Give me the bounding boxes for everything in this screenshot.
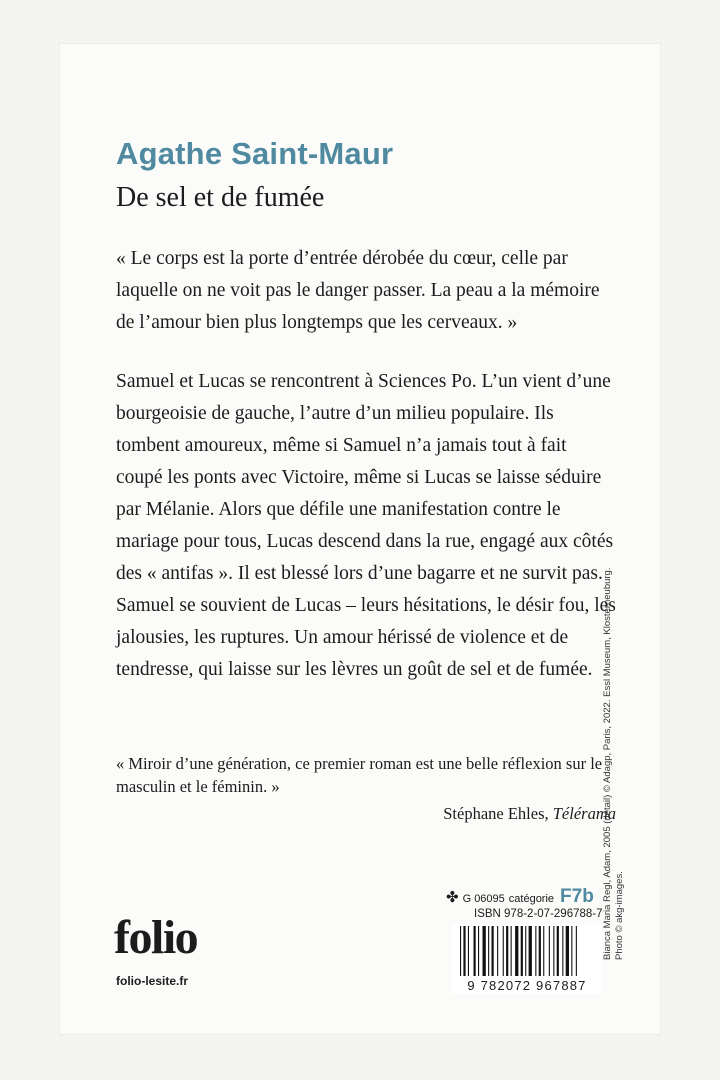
barcode-bar: [497, 926, 498, 976]
barcode-bar: [515, 926, 518, 976]
barcode-bar: [557, 926, 559, 976]
book-title: De sel et de fumée: [116, 182, 325, 213]
barcode-bar: [460, 926, 461, 976]
publisher-mark-icon: ✤: [446, 889, 459, 906]
publisher-logo: folio: [114, 911, 198, 964]
barcode-bar: [478, 926, 479, 976]
summary-paragraph-2: Samuel se souvient de Lucas – leurs hésitations, le désir fou, les jalousies, les ruptures. Un amour hérissé de violence et de tendresse, qui laisse sur les lèvres un goût de sel et de fumée.: [116, 595, 616, 680]
cover-image-credit: [602, 567, 626, 960]
barcode-bar: [506, 926, 508, 976]
barcode-bar: [525, 926, 526, 976]
barcode-bar: [535, 926, 536, 976]
barcode-bar: [511, 926, 512, 976]
barcode-bar: [566, 926, 569, 976]
isbn: ISBN 978-2-07-296788-7: [474, 908, 603, 920]
review-author: Stéphane Ehles,: [443, 804, 549, 823]
barcode-bar: [549, 926, 550, 976]
author-name: Agathe Saint-Maur: [116, 136, 394, 171]
barcode-bar: [562, 926, 563, 976]
credit-line-1: Bianca Maria Regl, Adam, 2005 (détail) © Adagp, Paris, 2022. Essl Museum, Klosterneuburg.: [602, 567, 613, 960]
barcode-number: 9 782072 967887: [467, 978, 587, 993]
barcode-bar: [576, 926, 577, 976]
credit-line-2: Photo © akg-images.: [614, 871, 625, 960]
barcode-bar: [543, 926, 544, 976]
barcode-bar: [553, 926, 554, 976]
catalog-line: [446, 886, 594, 908]
barcode-bar: [503, 926, 504, 976]
epigraph-quote: « Le corps est la porte d’entrée dérobée du cœur, celle par laquelle on ne voit pas le danger passer. La peau a la mémoire de l’amour bien plus longtemps que les cerveaux. »: [116, 248, 600, 333]
barcode-bars: [452, 924, 602, 978]
barcode-bar: [539, 926, 541, 976]
catalog-code: G 06095: [462, 893, 505, 905]
summary-paragraph-1: Samuel et Lucas se rencontrent à Sciences Po. L’un vient d’une bourgeoisie de gauche, l’autre d’un milieu populaire. Ils tombent amoureux, même si Samuel n’a jamais tout à fait coupé les ponts avec Victoire, même si Lucas se laisse séduire par Mélanie. Alors que défile une manifestation contre le mariage pour tous, Lucas descend dans la rue, engagé aux côtés des « antifas ». Il est blessé lors d’une bagarre et ne survit pas.: [116, 371, 614, 584]
press-review-quote: « Miroir d’une génération, ce premier roman est une belle réflexion sur le masculin et le féminin. »: [116, 754, 603, 796]
barcode-bar: [571, 926, 572, 976]
barcode-bar: [483, 926, 486, 976]
barcode-bar: [492, 926, 494, 976]
barcode-bar: [468, 926, 469, 976]
publisher-website: folio-lesite.fr: [116, 974, 189, 988]
category-code: F7b: [560, 886, 594, 907]
barcode-bar: [521, 926, 523, 976]
barcode-bar: [488, 926, 489, 976]
barcode-bar: [474, 926, 476, 976]
barcode-bar: [463, 926, 465, 976]
barcode-bar: [529, 926, 532, 976]
category-label: catégorie: [508, 893, 555, 905]
press-review-attribution: [443, 804, 616, 824]
book-summary: [116, 366, 616, 686]
review-source: Télérama: [552, 804, 616, 823]
